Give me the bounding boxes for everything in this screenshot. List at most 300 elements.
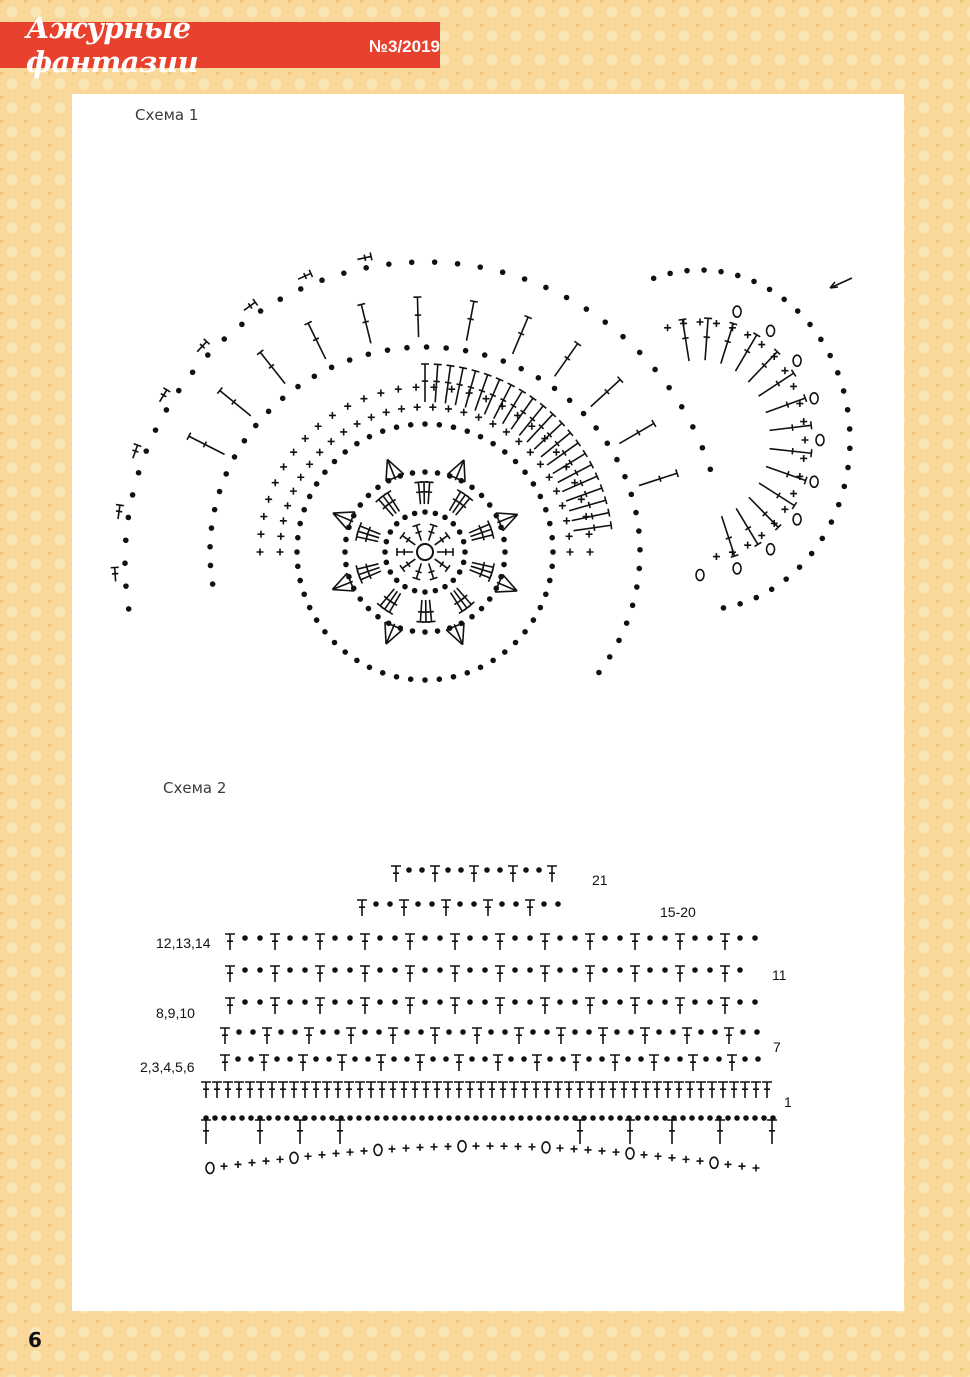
double-crochet-symbol bbox=[454, 1082, 464, 1098]
single-crochet-symbol bbox=[557, 1145, 564, 1152]
chain-stitch-symbol bbox=[492, 1116, 496, 1120]
double-crochet-symbol bbox=[415, 1055, 425, 1071]
double-crochet-symbol bbox=[598, 1028, 608, 1044]
chain-stitch-symbol bbox=[303, 1000, 307, 1004]
chain-stitch-symbol bbox=[483, 936, 487, 940]
double-crochet-symbol bbox=[421, 1082, 431, 1098]
double-crochet-symbol bbox=[508, 866, 518, 882]
chain-stitch-symbol bbox=[708, 968, 712, 972]
chain-stitch-symbol bbox=[411, 1116, 415, 1120]
chain-stitch-symbol bbox=[429, 1116, 433, 1120]
double-crochet-symbol bbox=[405, 934, 415, 950]
chain-stitch-symbol bbox=[500, 902, 504, 906]
chain-stitch-symbol bbox=[470, 1057, 474, 1061]
single-crochet-symbol bbox=[333, 1150, 340, 1157]
double-crochet-symbol bbox=[300, 1082, 310, 1098]
chain-stitch-symbol bbox=[564, 1116, 568, 1120]
double-crochet-symbol bbox=[525, 900, 535, 916]
single-crochet-symbol bbox=[725, 1161, 732, 1168]
chain-stitch-symbol bbox=[438, 1000, 442, 1004]
chain-stitch-symbol bbox=[335, 1030, 339, 1034]
chain-stitch-symbol bbox=[456, 1116, 460, 1120]
scheme-2-label: Схема 2 bbox=[163, 779, 227, 797]
chain-stitch-symbol bbox=[744, 1116, 748, 1120]
double-crochet-symbol bbox=[540, 934, 550, 950]
chain-stitch-symbol bbox=[303, 968, 307, 972]
double-crochet-symbol bbox=[322, 1082, 332, 1098]
double-crochet-symbol bbox=[675, 998, 685, 1014]
chain-stitch-symbol bbox=[249, 1057, 253, 1061]
single-crochet-symbol bbox=[249, 1159, 256, 1166]
double-crochet-symbol bbox=[360, 934, 370, 950]
double-crochet-symbol bbox=[201, 1120, 211, 1144]
chain-stitch-symbol bbox=[378, 936, 382, 940]
picot-symbol bbox=[206, 1163, 214, 1174]
single-crochet-symbol bbox=[739, 1163, 746, 1170]
double-crochet-symbol bbox=[720, 934, 730, 950]
chain-stitch-symbol bbox=[726, 1116, 730, 1120]
double-crochet-symbol bbox=[696, 1082, 706, 1098]
chain-stitch-symbol bbox=[288, 1000, 292, 1004]
chain-stitch-symbol bbox=[587, 1057, 591, 1061]
double-crochet-symbol bbox=[315, 966, 325, 982]
chain-stitch-symbol bbox=[503, 1030, 507, 1034]
double-crochet-symbol bbox=[430, 866, 440, 882]
double-crochet-symbol bbox=[225, 998, 235, 1014]
chain-stitch-symbol bbox=[393, 1000, 397, 1004]
chain-stitch-symbol bbox=[267, 1116, 271, 1120]
double-crochet-symbol bbox=[495, 998, 505, 1014]
chain-stitch-symbol bbox=[514, 902, 518, 906]
chain-stitch-symbol bbox=[603, 968, 607, 972]
chain-stitch-symbol bbox=[587, 1030, 591, 1034]
double-crochet-symbol bbox=[234, 1082, 244, 1098]
chain-stitch-symbol bbox=[708, 1000, 712, 1004]
double-crochet-symbol bbox=[493, 1055, 503, 1071]
chain-stitch-symbol bbox=[420, 868, 424, 872]
double-crochet-symbol bbox=[335, 1120, 345, 1144]
chain-stitch-symbol bbox=[626, 1057, 630, 1061]
double-crochet-symbol bbox=[311, 1082, 321, 1098]
chain-stitch-symbol bbox=[420, 1116, 424, 1120]
chain-stitch-symbol bbox=[458, 902, 462, 906]
double-crochet-symbol bbox=[724, 1028, 734, 1044]
double-crochet-symbol bbox=[630, 934, 640, 950]
double-crochet-symbol bbox=[465, 1082, 475, 1098]
chain-stitch-symbol bbox=[663, 936, 667, 940]
chain-stitch-symbol bbox=[693, 968, 697, 972]
double-crochet-symbol bbox=[553, 1082, 563, 1098]
chain-stitch-symbol bbox=[288, 968, 292, 972]
chain-stitch-symbol bbox=[743, 1057, 747, 1061]
chain-stitch-symbol bbox=[472, 902, 476, 906]
double-crochet-symbol bbox=[388, 1082, 398, 1098]
single-crochet-symbol bbox=[263, 1158, 270, 1165]
chain-stitch-symbol bbox=[510, 1116, 514, 1120]
single-crochet-symbol bbox=[221, 1163, 228, 1170]
chain-stitch-symbol bbox=[312, 1116, 316, 1120]
double-crochet-symbol bbox=[514, 1028, 524, 1044]
double-crochet-symbol bbox=[220, 1028, 230, 1044]
double-crochet-symbol bbox=[454, 1055, 464, 1071]
chain-stitch-symbol bbox=[288, 1057, 292, 1061]
double-crochet-symbol bbox=[270, 998, 280, 1014]
double-crochet-symbol bbox=[259, 1055, 269, 1071]
single-crochet-symbol bbox=[319, 1151, 326, 1158]
chain-stitch-symbol bbox=[573, 1000, 577, 1004]
chain-stitch-symbol bbox=[438, 1116, 442, 1120]
chain-stitch-symbol bbox=[285, 1116, 289, 1120]
single-crochet-symbol bbox=[655, 1153, 662, 1160]
chain-stitch-symbol bbox=[654, 1116, 658, 1120]
double-crochet-symbol bbox=[405, 966, 415, 982]
chain-stitch-symbol bbox=[402, 1116, 406, 1120]
chain-stitch-symbol bbox=[483, 1057, 487, 1061]
chain-stitch-symbol bbox=[240, 1116, 244, 1120]
chain-stitch-symbol bbox=[377, 1030, 381, 1034]
single-crochet-symbol bbox=[445, 1143, 452, 1150]
chain-stitch-symbol bbox=[327, 1057, 331, 1061]
chain-stitch-symbol bbox=[600, 1116, 604, 1120]
double-crochet-symbol bbox=[315, 998, 325, 1014]
chain-stitch-symbol bbox=[648, 936, 652, 940]
chain-stitch-symbol bbox=[430, 902, 434, 906]
chain-stitch-symbol bbox=[375, 1116, 379, 1120]
double-crochet-symbol bbox=[270, 934, 280, 950]
double-crochet-symbol bbox=[483, 900, 493, 916]
chain-stitch-symbol bbox=[393, 1116, 397, 1120]
double-crochet-symbol bbox=[399, 900, 409, 916]
single-crochet-symbol bbox=[403, 1145, 410, 1152]
double-crochet-symbol bbox=[630, 998, 640, 1014]
chain-stitch-symbol bbox=[531, 1030, 535, 1034]
double-crochet-symbol bbox=[532, 1055, 542, 1071]
chain-stitch-symbol bbox=[573, 1030, 577, 1034]
double-crochet-symbol bbox=[441, 900, 451, 916]
chain-stitch-symbol bbox=[756, 1057, 760, 1061]
chain-stitch-symbol bbox=[522, 1057, 526, 1061]
chain-stitch-symbol bbox=[388, 902, 392, 906]
chain-stitch-symbol bbox=[366, 1057, 370, 1061]
double-crochet-symbol bbox=[377, 1082, 387, 1098]
chain-stitch-symbol bbox=[513, 968, 517, 972]
double-crochet-symbol bbox=[727, 1055, 737, 1071]
row-label-8-10: 8,9,10 bbox=[156, 1005, 195, 1021]
chain-stitch-symbol bbox=[735, 1116, 739, 1120]
chain-stitch-symbol bbox=[446, 868, 450, 872]
single-crochet-symbol bbox=[487, 1143, 494, 1150]
chain-stitch-symbol bbox=[393, 936, 397, 940]
double-crochet-symbol bbox=[360, 998, 370, 1014]
double-crochet-symbol bbox=[674, 1082, 684, 1098]
chain-stitch-symbol bbox=[741, 1030, 745, 1034]
chain-stitch-symbol bbox=[753, 1116, 757, 1120]
chain-stitch-symbol bbox=[243, 1000, 247, 1004]
double-crochet-symbol bbox=[256, 1082, 266, 1098]
chain-stitch-symbol bbox=[513, 936, 517, 940]
chain-stitch-symbol bbox=[363, 1030, 367, 1034]
chain-stitch-symbol bbox=[330, 1116, 334, 1120]
chain-stitch-symbol bbox=[573, 936, 577, 940]
chain-stitch-symbol bbox=[639, 1057, 643, 1061]
chain-stitch-symbol bbox=[636, 1116, 640, 1120]
double-crochet-symbol bbox=[245, 1082, 255, 1098]
chain-stitch-symbol bbox=[738, 1000, 742, 1004]
single-crochet-symbol bbox=[571, 1145, 578, 1152]
chain-stitch-symbol bbox=[713, 1030, 717, 1034]
double-crochet-symbol bbox=[641, 1082, 651, 1098]
double-crochet-symbol bbox=[610, 1055, 620, 1071]
double-crochet-symbol bbox=[652, 1082, 662, 1098]
chain-stitch-symbol bbox=[303, 936, 307, 940]
chain-stitch-symbol bbox=[276, 1116, 280, 1120]
double-crochet-symbol bbox=[688, 1055, 698, 1071]
chain-stitch-symbol bbox=[524, 868, 528, 872]
double-crochet-symbol bbox=[509, 1082, 519, 1098]
single-crochet-symbol bbox=[305, 1153, 312, 1160]
double-crochet-symbol bbox=[667, 1120, 677, 1144]
single-crochet-symbol bbox=[389, 1145, 396, 1152]
picot-symbol bbox=[626, 1148, 634, 1159]
double-crochet-symbol bbox=[619, 1082, 629, 1098]
chain-stitch-symbol bbox=[542, 902, 546, 906]
double-crochet-symbol bbox=[432, 1082, 442, 1098]
double-crochet-symbol bbox=[405, 998, 415, 1014]
chain-stitch-symbol bbox=[537, 1116, 541, 1120]
chain-stitch-symbol bbox=[384, 1116, 388, 1120]
row-label-7: 7 bbox=[773, 1039, 781, 1055]
chain-stitch-symbol bbox=[393, 968, 397, 972]
double-crochet-symbol bbox=[450, 966, 460, 982]
single-crochet-symbol bbox=[473, 1143, 480, 1150]
double-crochet-symbol bbox=[715, 1120, 725, 1144]
double-crochet-symbol bbox=[450, 998, 460, 1014]
chain-stitch-symbol bbox=[275, 1057, 279, 1061]
chain-stitch-symbol bbox=[288, 936, 292, 940]
double-crochet-symbol bbox=[540, 998, 550, 1014]
chain-stitch-symbol bbox=[546, 1116, 550, 1120]
chain-stitch-symbol bbox=[690, 1116, 694, 1120]
single-crochet-symbol bbox=[599, 1147, 606, 1154]
double-crochet-symbol bbox=[388, 1028, 398, 1044]
chain-stitch-symbol bbox=[405, 1057, 409, 1061]
chain-stitch-symbol bbox=[353, 1057, 357, 1061]
double-crochet-symbol bbox=[630, 966, 640, 982]
double-crochet-symbol bbox=[675, 966, 685, 982]
chain-stitch-symbol bbox=[237, 1030, 241, 1034]
picot-symbol bbox=[374, 1144, 382, 1155]
double-crochet-symbol bbox=[547, 866, 557, 882]
chain-stitch-symbol bbox=[648, 968, 652, 972]
double-crochet-symbol bbox=[585, 934, 595, 950]
double-crochet-symbol bbox=[542, 1082, 552, 1098]
double-crochet-symbol bbox=[289, 1082, 299, 1098]
double-crochet-symbol bbox=[360, 966, 370, 982]
chain-stitch-symbol bbox=[704, 1057, 708, 1061]
chain-stitch-symbol bbox=[485, 868, 489, 872]
chain-stitch-symbol bbox=[468, 936, 472, 940]
chain-stitch-symbol bbox=[419, 1030, 423, 1034]
double-crochet-symbol bbox=[223, 1082, 233, 1098]
double-crochet-symbol bbox=[575, 1082, 585, 1098]
chain-stitch-symbol bbox=[513, 1000, 517, 1004]
chain-stitch-symbol bbox=[378, 968, 382, 972]
single-crochet-symbol bbox=[613, 1149, 620, 1156]
double-crochet-symbol bbox=[663, 1082, 673, 1098]
double-crochet-symbol bbox=[220, 1055, 230, 1071]
double-crochet-symbol bbox=[531, 1082, 541, 1098]
double-crochet-symbol bbox=[355, 1082, 365, 1098]
chain-stitch-symbol bbox=[603, 936, 607, 940]
chain-stitch-symbol bbox=[423, 1000, 427, 1004]
double-crochet-symbol bbox=[625, 1120, 635, 1144]
chain-stitch-symbol bbox=[489, 1030, 493, 1034]
chain-stitch-symbol bbox=[509, 1057, 513, 1061]
chain-stitch-symbol bbox=[258, 1000, 262, 1004]
chain-stitch-symbol bbox=[762, 1116, 766, 1120]
chain-stitch-symbol bbox=[366, 1116, 370, 1120]
double-crochet-symbol bbox=[225, 966, 235, 982]
chain-stitch-symbol bbox=[519, 1116, 523, 1120]
chain-stitch-symbol bbox=[708, 936, 712, 940]
double-crochet-symbol bbox=[391, 866, 401, 882]
double-crochet-symbol bbox=[675, 934, 685, 950]
chain-stitch-symbol bbox=[348, 968, 352, 972]
chain-stitch-symbol bbox=[392, 1057, 396, 1061]
chain-stitch-symbol bbox=[279, 1030, 283, 1034]
chain-stitch-symbol bbox=[665, 1057, 669, 1061]
double-crochet-symbol bbox=[751, 1082, 761, 1098]
single-crochet-symbol bbox=[641, 1151, 648, 1158]
single-crochet-symbol bbox=[361, 1147, 368, 1154]
chain-stitch-symbol bbox=[663, 1000, 667, 1004]
chain-stitch-symbol bbox=[629, 1030, 633, 1034]
chain-stitch-symbol bbox=[603, 1000, 607, 1004]
double-crochet-symbol bbox=[337, 1055, 347, 1071]
single-crochet-symbol bbox=[431, 1143, 438, 1150]
picot-symbol bbox=[290, 1152, 298, 1163]
double-crochet-symbol bbox=[430, 1028, 440, 1044]
double-crochet-symbol bbox=[255, 1120, 265, 1144]
row-label-11: 11 bbox=[772, 967, 787, 983]
row-label-12-14: 12,13,14 bbox=[156, 935, 211, 951]
double-crochet-symbol bbox=[344, 1082, 354, 1098]
double-crochet-symbol bbox=[304, 1028, 314, 1044]
double-crochet-symbol bbox=[586, 1082, 596, 1098]
scheme-1-label: Схема 1 bbox=[135, 106, 199, 124]
chain-stitch-symbol bbox=[438, 968, 442, 972]
double-crochet-symbol bbox=[495, 934, 505, 950]
chain-stitch-symbol bbox=[528, 1116, 532, 1120]
double-crochet-symbol bbox=[399, 1082, 409, 1098]
chain-stitch-symbol bbox=[483, 1000, 487, 1004]
double-crochet-symbol bbox=[376, 1055, 386, 1071]
issue-number: №3/2019 bbox=[369, 37, 440, 56]
chain-stitch-symbol bbox=[648, 1000, 652, 1004]
double-crochet-symbol bbox=[262, 1028, 272, 1044]
chain-stitch-symbol bbox=[444, 1057, 448, 1061]
chain-stitch-symbol bbox=[753, 936, 757, 940]
double-crochet-symbol bbox=[333, 1082, 343, 1098]
chain-stitch-symbol bbox=[213, 1116, 217, 1120]
double-crochet-symbol bbox=[707, 1082, 717, 1098]
chain-stitch-symbol bbox=[374, 902, 378, 906]
chain-stitch-symbol bbox=[663, 1116, 667, 1120]
double-crochet-symbol bbox=[767, 1120, 777, 1144]
chain-stitch-symbol bbox=[357, 1116, 361, 1120]
double-crochet-symbol bbox=[487, 1082, 497, 1098]
double-crochet-symbol bbox=[585, 998, 595, 1014]
chain-stitch-symbol bbox=[657, 1030, 661, 1034]
row-label-15-20: 15-20 bbox=[660, 904, 696, 920]
double-crochet-symbol bbox=[366, 1082, 376, 1098]
double-crochet-symbol bbox=[597, 1082, 607, 1098]
chain-stitch-symbol bbox=[618, 1116, 622, 1120]
chain-stitch-symbol bbox=[693, 1000, 697, 1004]
double-crochet-symbol bbox=[540, 966, 550, 982]
chain-stitch-symbol bbox=[501, 1116, 505, 1120]
chain-stitch-symbol bbox=[671, 1030, 675, 1034]
chain-stitch-symbol bbox=[528, 936, 532, 940]
chain-stitch-symbol bbox=[645, 1116, 649, 1120]
single-crochet-symbol bbox=[277, 1156, 284, 1163]
chain-stitch-symbol bbox=[447, 1116, 451, 1120]
single-crochet-symbol bbox=[515, 1143, 522, 1150]
chain-stitch-symbol bbox=[558, 968, 562, 972]
chain-stitch-symbol bbox=[618, 936, 622, 940]
picot-symbol bbox=[710, 1157, 718, 1168]
chain-stitch-symbol bbox=[498, 868, 502, 872]
chain-stitch-symbol bbox=[378, 1000, 382, 1004]
chain-stitch-symbol bbox=[561, 1057, 565, 1061]
double-crochet-symbol bbox=[450, 934, 460, 950]
double-crochet-symbol bbox=[556, 1028, 566, 1044]
chain-stitch-symbol bbox=[600, 1057, 604, 1061]
picot-symbol bbox=[458, 1141, 466, 1152]
double-crochet-symbol bbox=[762, 1082, 772, 1098]
row-label-1: 1 bbox=[784, 1094, 792, 1110]
chain-stitch-symbol bbox=[618, 968, 622, 972]
double-crochet-symbol bbox=[498, 1082, 508, 1098]
double-crochet-symbol bbox=[315, 934, 325, 950]
chain-stitch-symbol bbox=[615, 1030, 619, 1034]
chain-stitch-symbol bbox=[699, 1030, 703, 1034]
single-crochet-symbol bbox=[501, 1143, 508, 1150]
double-crochet-symbol bbox=[295, 1120, 305, 1144]
chain-stitch-symbol bbox=[251, 1030, 255, 1034]
double-crochet-symbol bbox=[476, 1082, 486, 1098]
chain-stitch-symbol bbox=[447, 1030, 451, 1034]
chain-stitch-symbol bbox=[663, 968, 667, 972]
chain-stitch-symbol bbox=[465, 1116, 469, 1120]
chain-stitch-symbol bbox=[231, 1116, 235, 1120]
chain-stitch-symbol bbox=[236, 1057, 240, 1061]
double-crochet-symbol bbox=[495, 966, 505, 982]
chain-stitch-symbol bbox=[243, 936, 247, 940]
double-crochet-symbol bbox=[720, 998, 730, 1014]
double-crochet-symbol bbox=[585, 966, 595, 982]
chain-stitch-symbol bbox=[416, 902, 420, 906]
double-crochet-symbol bbox=[640, 1028, 650, 1044]
chain-stitch-symbol bbox=[333, 936, 337, 940]
double-crochet-symbol bbox=[298, 1055, 308, 1071]
double-crochet-symbol bbox=[201, 1082, 211, 1098]
single-crochet-symbol bbox=[529, 1143, 536, 1150]
chain-stitch-symbol bbox=[681, 1116, 685, 1120]
double-crochet-symbol bbox=[685, 1082, 695, 1098]
chain-stitch-symbol bbox=[258, 968, 262, 972]
single-crochet-symbol bbox=[683, 1156, 690, 1163]
